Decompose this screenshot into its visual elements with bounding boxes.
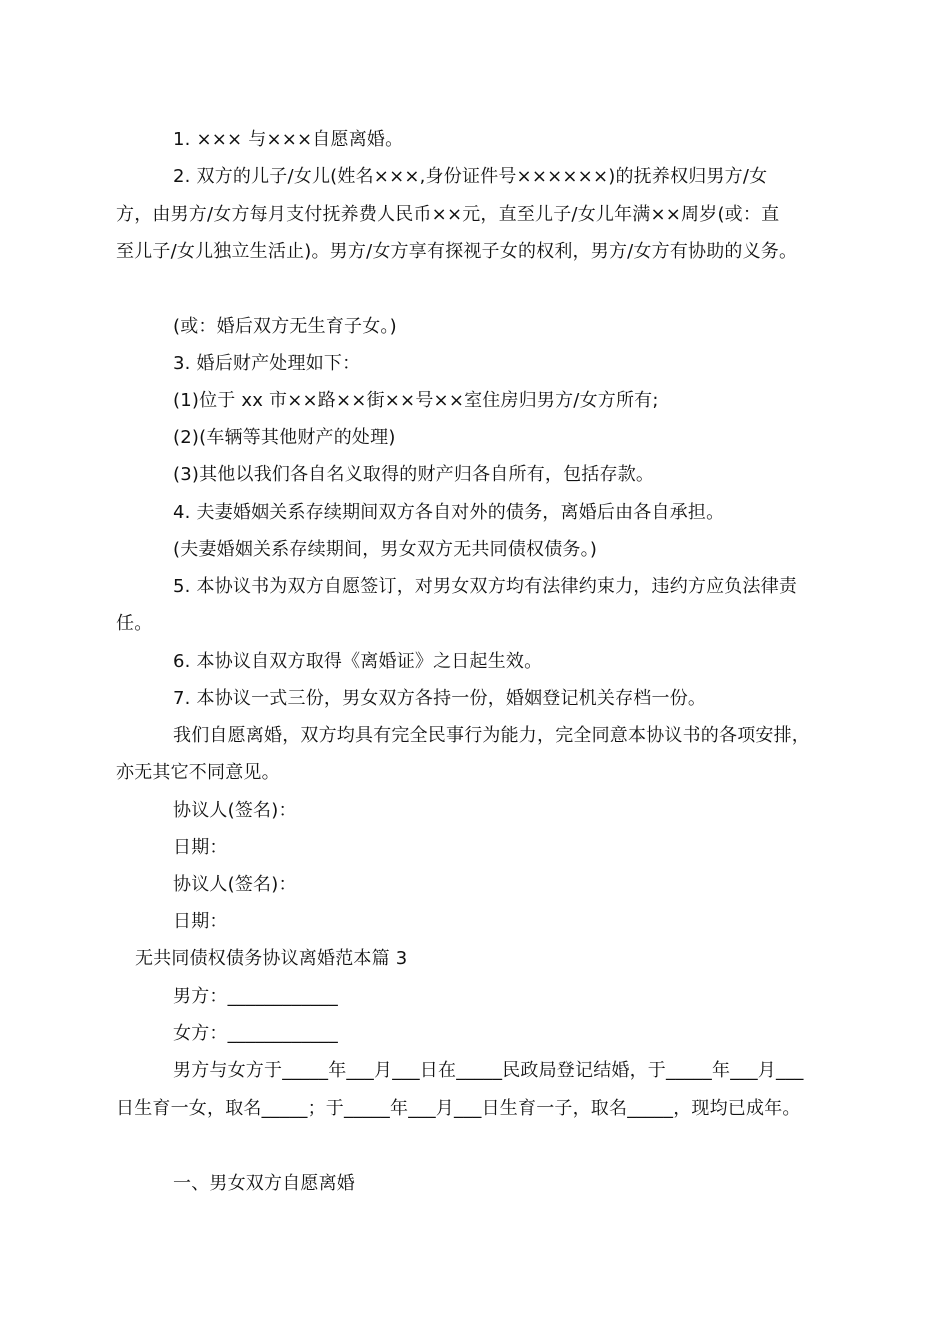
marriage-info-line-2: 日生育一女，取名_____；于_____年___月___日生育一子，取名_____，现均已成年。 bbox=[116, 1098, 801, 1119]
alt-no-children: (或：婚后双方无生育子女。) bbox=[173, 316, 397, 337]
alt-no-debts: (夫妻婚姻关系存续期间，男女双方无共同债权债务。) bbox=[173, 539, 598, 560]
signatory-1: 协议人(签名)： bbox=[173, 800, 297, 821]
statement-line-2: 亦无其它不同意见。 bbox=[116, 762, 280, 783]
clause-6: 6. 本协议自双方取得《离婚证》之日起生效。 bbox=[173, 651, 543, 672]
clause-2-line-1: 2. 双方的儿子/女儿(姓名×××,身份证件号××××××)的抚养权归男方/女 bbox=[173, 166, 768, 187]
clause-1: 1. ××× 与×××自愿离婚。 bbox=[173, 129, 404, 150]
clause-5-line-1: 5. 本协议书为双方自愿签订，对男女双方均有法律约束力，违约方应负法律责 bbox=[173, 576, 798, 597]
clause-3-item-1: (1)位于 xx 市××路××街××号××室住房归男方/女方所有; bbox=[173, 390, 659, 411]
clause-5-line-2: 任。 bbox=[116, 613, 153, 634]
man-field: 男方：____________ bbox=[173, 986, 338, 1007]
date-2: 日期： bbox=[173, 911, 228, 932]
section-title: 无共同债权债务协议离婚范本篇 3 bbox=[135, 948, 408, 969]
signatory-2: 协议人(签名)： bbox=[173, 874, 297, 895]
marriage-info-line-1: 男方与女方于_____年___月___日在_____民政局登记结婚，于_____年___月___ bbox=[173, 1060, 804, 1081]
clause-7: 7. 本协议一式三份，男女双方各持一份，婚姻登记机关存档一份。 bbox=[173, 688, 707, 709]
clause-2-line-3: 至儿子/女儿独立生活止)。男方/女方享有探视子女的权利，男方/女方有协助的义务。 bbox=[116, 241, 798, 262]
section-heading-1: 一、男女双方自愿离婚 bbox=[173, 1173, 355, 1194]
statement-line-1: 我们自愿离婚，双方均具有完全民事行为能力，完全同意本协议书的各项安排， bbox=[173, 725, 810, 746]
clause-3: 3. 婚后财产处理如下： bbox=[173, 353, 361, 374]
clause-3-item-2: (2)(车辆等其他财产的处理) bbox=[173, 427, 396, 448]
clause-4: 4. 夫妻婚姻关系存续期间双方各自对外的债务，离婚后由各自承担。 bbox=[173, 502, 725, 523]
date-1: 日期： bbox=[173, 837, 228, 858]
clause-2-line-2: 方，由男方/女方每月支付抚养费人民币××元，直至儿子/女儿年满××周岁(或：直 bbox=[116, 204, 780, 225]
clause-3-item-3: (3)其他以我们各自名义取得的财产归各自所有，包括存款。 bbox=[173, 464, 655, 485]
woman-field: 女方：____________ bbox=[173, 1023, 338, 1044]
